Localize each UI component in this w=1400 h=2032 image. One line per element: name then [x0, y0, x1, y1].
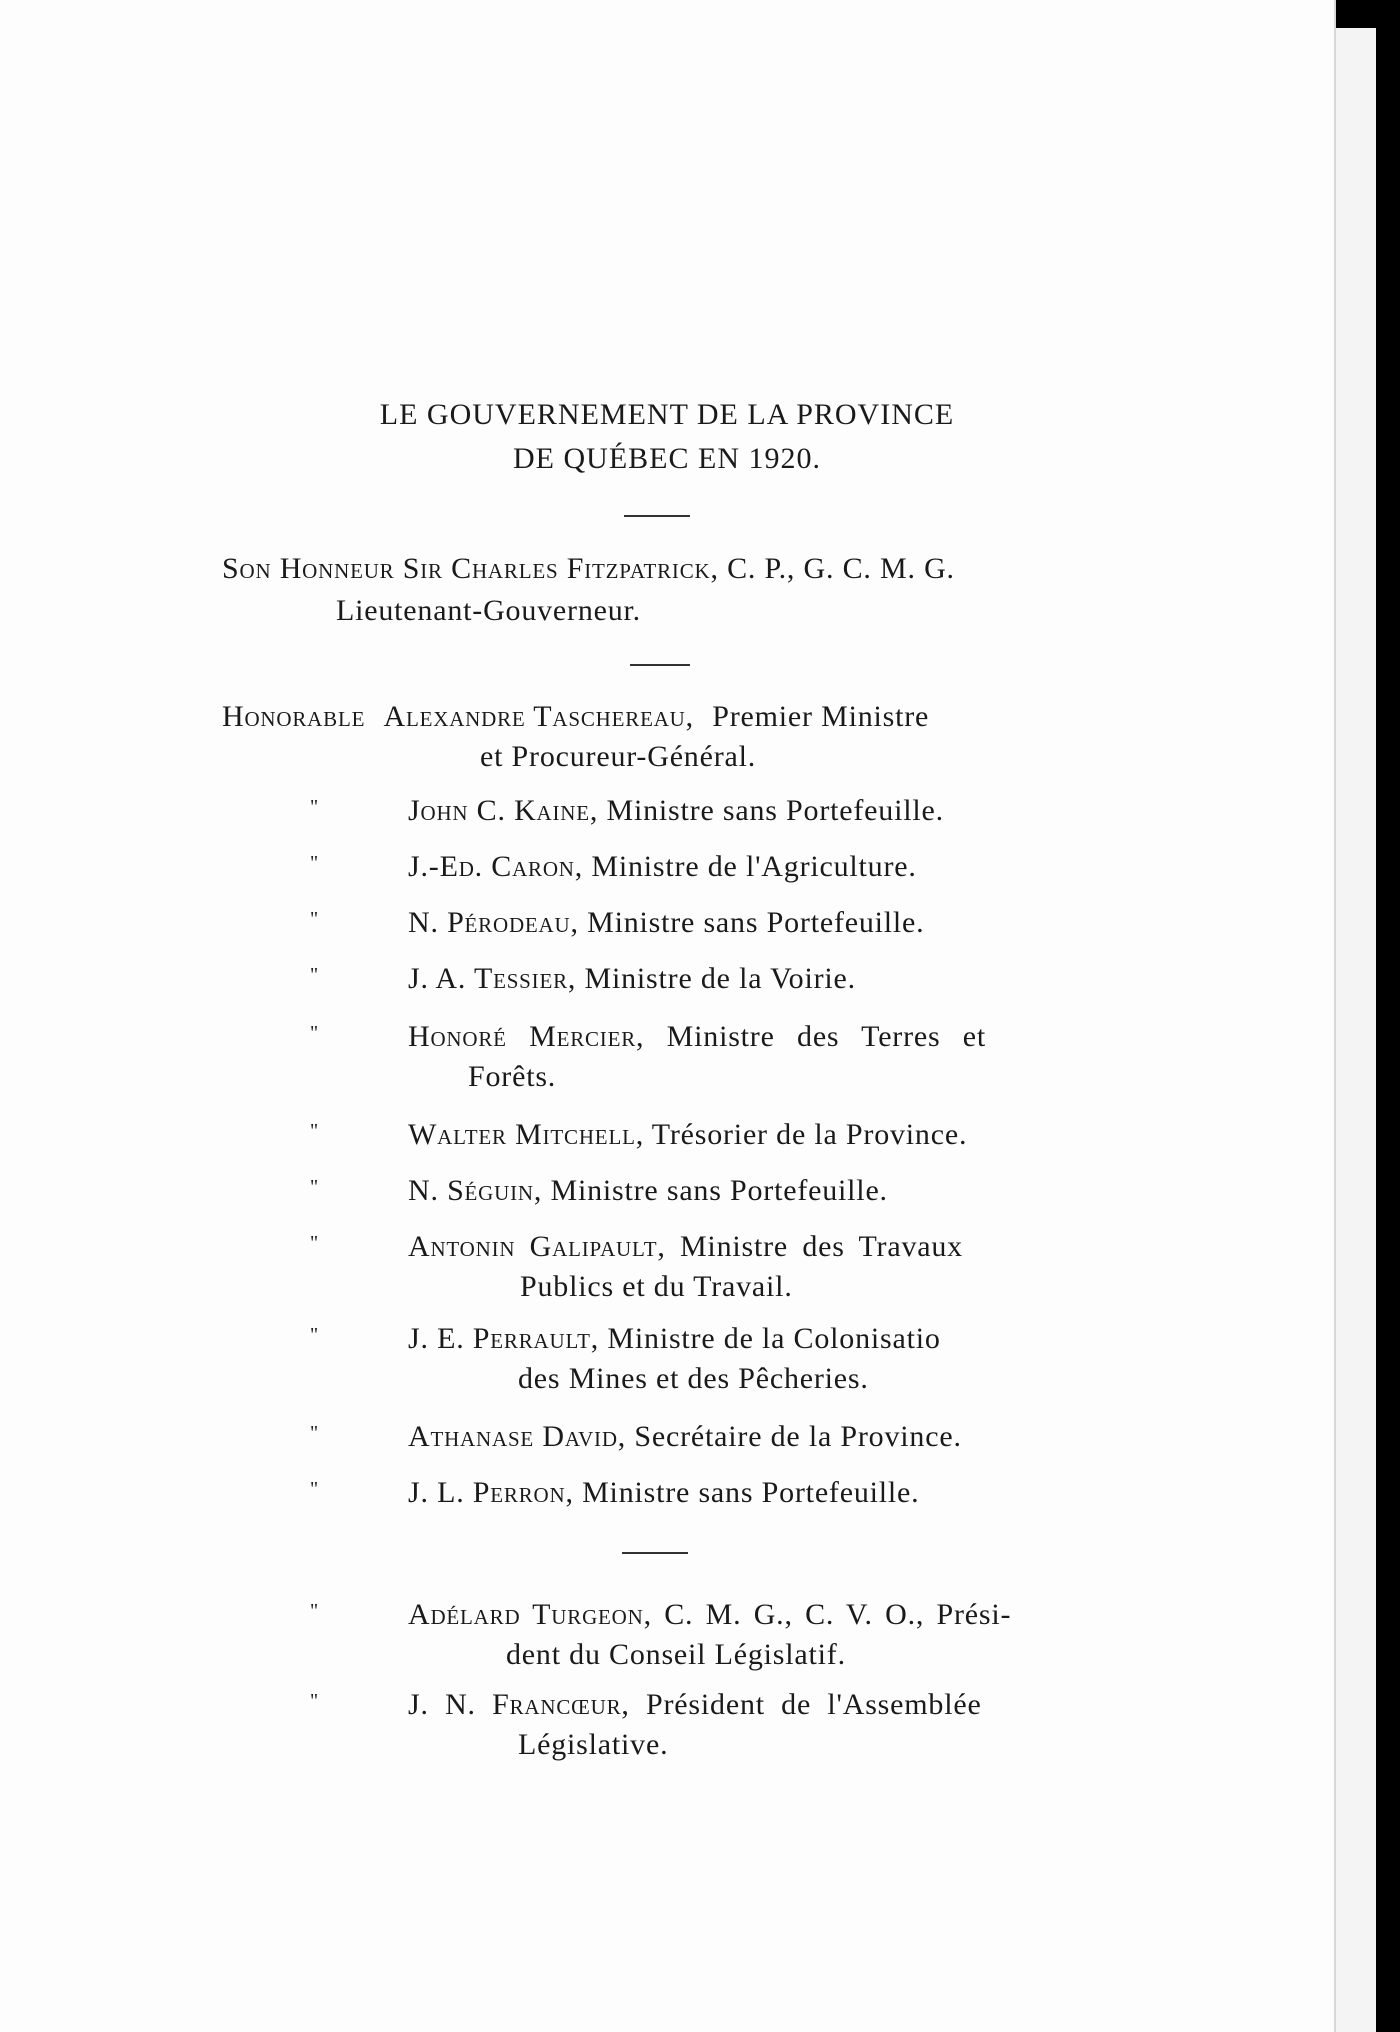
ditto-mark: " — [310, 1478, 321, 1500]
ditto-mark: " — [310, 852, 321, 874]
ditto-mark: " — [310, 1022, 321, 1044]
ditto-mark: " — [310, 1324, 321, 1346]
president-entry: J. N. Francœur, Président de l'Assemblée — [408, 1688, 982, 1721]
premier-name: Alexandre Taschereau, — [383, 700, 694, 733]
minister-entry: J. A. Tessier, Ministre de la Voirie. — [408, 962, 856, 995]
president-role-cont: dent du Conseil Législatif. — [506, 1638, 846, 1671]
minister-entry: N. Séguin, Ministre sans Portefeuille. — [408, 1174, 888, 1207]
ditto-mark: " — [310, 1600, 321, 1622]
minister-role-cont: Publics et du Travail. — [520, 1270, 793, 1303]
minister-entry: John C. Kaine, Ministre sans Portefeuille. — [408, 794, 944, 827]
premier-prefix: Honorable — [222, 700, 366, 733]
president-entry: Adélard Turgeon, C. M. G., C. V. O., Prési- — [408, 1598, 1012, 1631]
ditto-mark: " — [310, 1232, 321, 1254]
minister-entry: N. Pérodeau, Ministre sans Portefeuille. — [408, 906, 925, 939]
ditto-mark: " — [310, 1176, 321, 1198]
ditto-mark: " — [310, 908, 321, 930]
minister-entry: Athanase David, Secrétaire de la Province. — [408, 1420, 962, 1453]
separator-rule — [624, 515, 690, 517]
premier-entry — [222, 700, 929, 734]
separator-rule — [630, 664, 690, 666]
ditto-mark: " — [310, 964, 321, 986]
minister-entry: Antonin Galipault, Ministre des Travaux — [408, 1230, 963, 1263]
premier-role-cont: et Procureur-Général. — [480, 740, 757, 773]
minister-role-cont: Forêts. — [468, 1060, 557, 1093]
minister-entry: J. E. Perrault, Ministre de la Colonisatio — [408, 1322, 941, 1355]
minister-entry: Walter Mitchell, Trésorier de la Province. — [408, 1118, 968, 1151]
ditto-mark: " — [310, 796, 321, 818]
ditto-mark: " — [310, 1120, 321, 1142]
separator-rule — [622, 1552, 688, 1554]
minister-entry: J. L. Perron, Ministre sans Portefeuille. — [408, 1476, 920, 1509]
ditto-mark: " — [310, 1690, 321, 1712]
heading-line-1: LE GOUVERNEMENT DE LA PROVINCE — [379, 398, 955, 431]
scan-border — [1376, 0, 1400, 2032]
heading-line-2: DE QUÉBEC EN 1920. — [513, 442, 821, 475]
minister-entry: J.-Ed. Caron, Ministre de l'Agriculture. — [408, 850, 917, 883]
minister-entry: Honoré Mercier, Ministre des Terres et — [408, 1020, 987, 1053]
minister-role-cont: des Mines et des Pêcheries. — [518, 1362, 869, 1395]
premier-role: Premier Ministre — [712, 700, 930, 733]
adjacent-page-edge — [1336, 28, 1376, 2032]
governor-role: Lieutenant-Gouverneur. — [336, 594, 641, 627]
governor-name: Son Honneur Sir Charles Fitzpatrick, C. P., G. C. M. G. — [222, 552, 955, 585]
ditto-mark: " — [310, 1422, 321, 1444]
president-role-cont: Législative. — [518, 1728, 669, 1761]
